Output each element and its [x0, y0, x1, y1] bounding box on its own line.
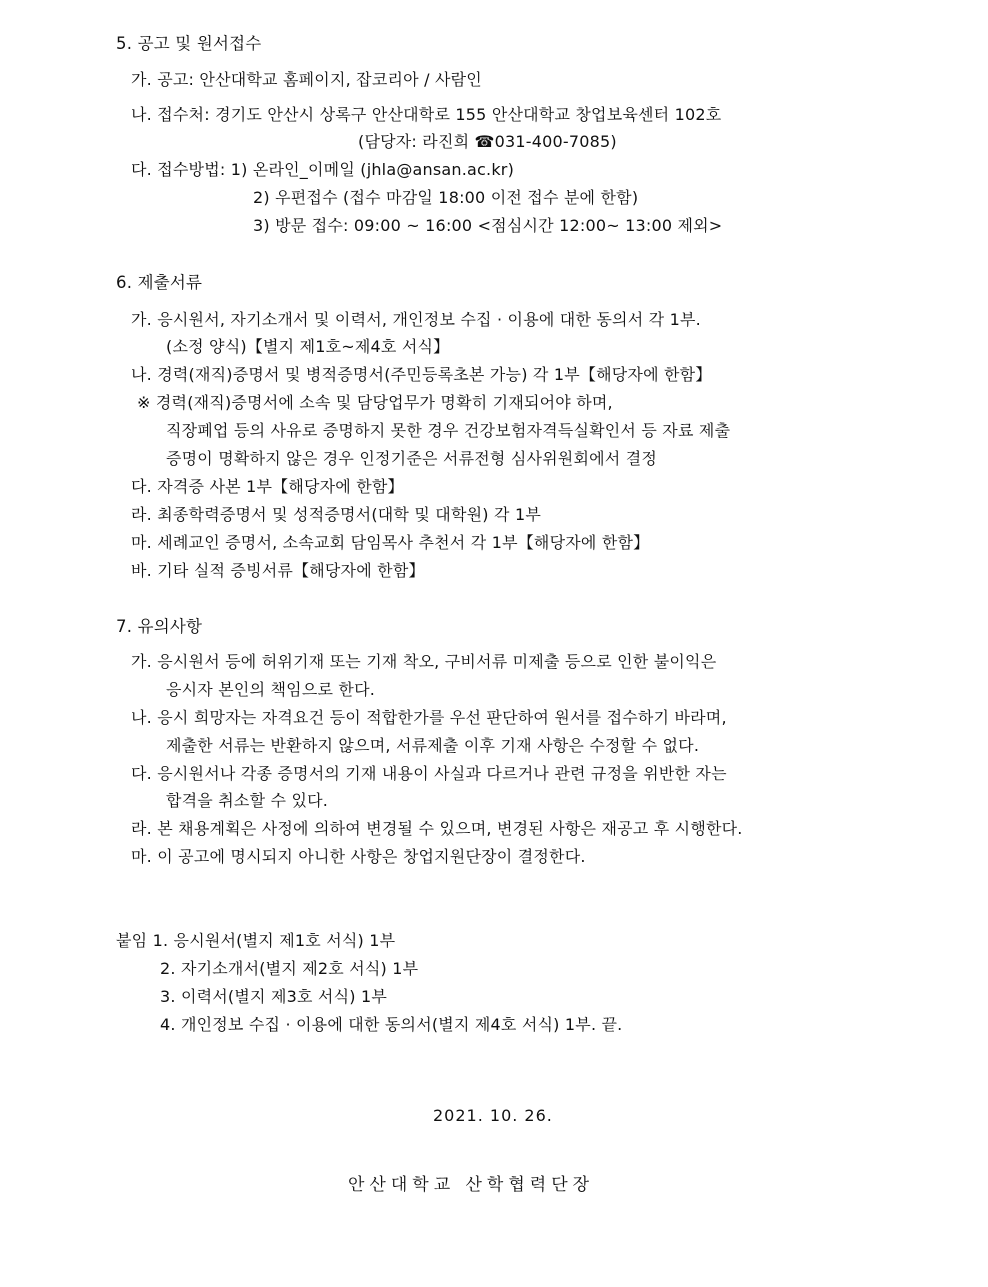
s7-item-da-2: 합격을 취소할 수 있다. — [166, 791, 329, 810]
s5-item-da-2: 2) 우편접수 (접수 마감일 18:00 이전 접수 분에 한함) — [253, 188, 639, 207]
s7-item-ga: 가. 응시원서 등에 허위기재 또는 기재 착오, 구비서류 미제출 등으로 인한 불이익은 — [131, 652, 717, 671]
s7-item-ra: 라. 본 채용계획은 사정에 의하여 변경될 수 있으며, 변경된 사항은 재공고 후 시행한다. — [131, 819, 743, 838]
attachment-3: 3. 이력서(별지 제3호 서식) 1부 — [160, 987, 388, 1006]
s7-item-na: 나. 응시 희망자는 자격요건 등이 적합한가를 우선 판단하여 원서를 접수하기 바라며, — [131, 708, 727, 727]
s6-note-3: 증명이 명확하지 않은 경우 인정기준은 서류전형 심사위원회에서 결정 — [166, 449, 658, 468]
attachment-2: 2. 자기소개서(별지 제2호 서식) 1부 — [160, 959, 419, 978]
section-6-heading: 6. 제출서류 — [116, 273, 203, 292]
s6-item-ga-2: (소정 양식)【별지 제1호~제4호 서식】 — [166, 337, 450, 356]
s5-contact: (담당자: 라진희 ☎031-400-7085) — [358, 132, 617, 151]
s7-item-na-2: 제출한 서류는 반환하지 않으며, 서류제출 이후 기재 사항은 수정할 수 없다. — [166, 736, 700, 755]
s7-item-ma: 마. 이 공고에 명시되지 아니한 사항은 창업지원단장이 결정한다. — [131, 847, 586, 866]
s6-item-ga: 가. 응시원서, 자기소개서 및 이력서, 개인정보 수집 · 이용에 대한 동의서 각 1부. — [131, 310, 701, 329]
attachment-1: 붙임 1. 응시원서(별지 제1호 서식) 1부 — [116, 931, 396, 950]
s6-item-ra: 라. 최종학력증명서 및 성적증명서(대학 및 대학원) 각 1부 — [131, 505, 541, 524]
section-5-heading: 5. 공고 및 원서접수 — [116, 34, 262, 53]
s5-item-ga: 가. 공고: 안산대학교 홈페이지, 잡코리아 / 사람인 — [131, 70, 482, 89]
s7-item-ga-2: 응시자 본인의 책임으로 한다. — [166, 680, 376, 699]
s6-item-da: 다. 자격증 사본 1부【해당자에 한함】 — [131, 477, 404, 496]
issuer-name: 안산대학교 산학협력단장 — [348, 1175, 595, 1195]
s6-note-2: 직장폐업 등의 사유로 증명하지 못한 경우 건강보험자격득실확인서 등 자료 제출 — [166, 421, 731, 440]
document-date: 2021. 10. 26. — [433, 1106, 553, 1125]
s6-note-1: ※ 경력(재직)증명서에 소속 및 담당업무가 명확히 기재되어야 하며, — [137, 393, 613, 412]
attachment-4: 4. 개인정보 수집 · 이용에 대한 동의서(별지 제4호 서식) 1부. 끝. — [160, 1015, 623, 1034]
s7-item-da: 다. 응시원서나 각종 증명서의 기재 내용이 사실과 다르거나 관련 규정을 위반한 자는 — [131, 764, 727, 783]
s6-item-ma: 마. 세례교인 증명서, 소속교회 담임목사 추천서 각 1부【해당자에 한함】 — [131, 533, 650, 552]
s5-item-da-3: 3) 방문 접수: 09:00 ~ 16:00 <점심시간 12:00~ 13:00 제외> — [253, 216, 723, 235]
s6-item-ba: 바. 기타 실적 증빙서류【해당자에 한함】 — [131, 561, 425, 580]
s6-item-na: 나. 경력(재직)증명서 및 병적증명서(주민등록초본 가능) 각 1부【해당자에 한함】 — [131, 365, 712, 384]
s5-item-na: 나. 접수처: 경기도 안산시 상록구 안산대학로 155 안산대학교 창업보육센터 102호 — [131, 105, 722, 124]
section-7-heading: 7. 유의사항 — [116, 617, 203, 636]
s5-item-da: 다. 접수방법: 1) 온라인_이메일 (jhla@ansan.ac.kr) — [131, 160, 515, 179]
